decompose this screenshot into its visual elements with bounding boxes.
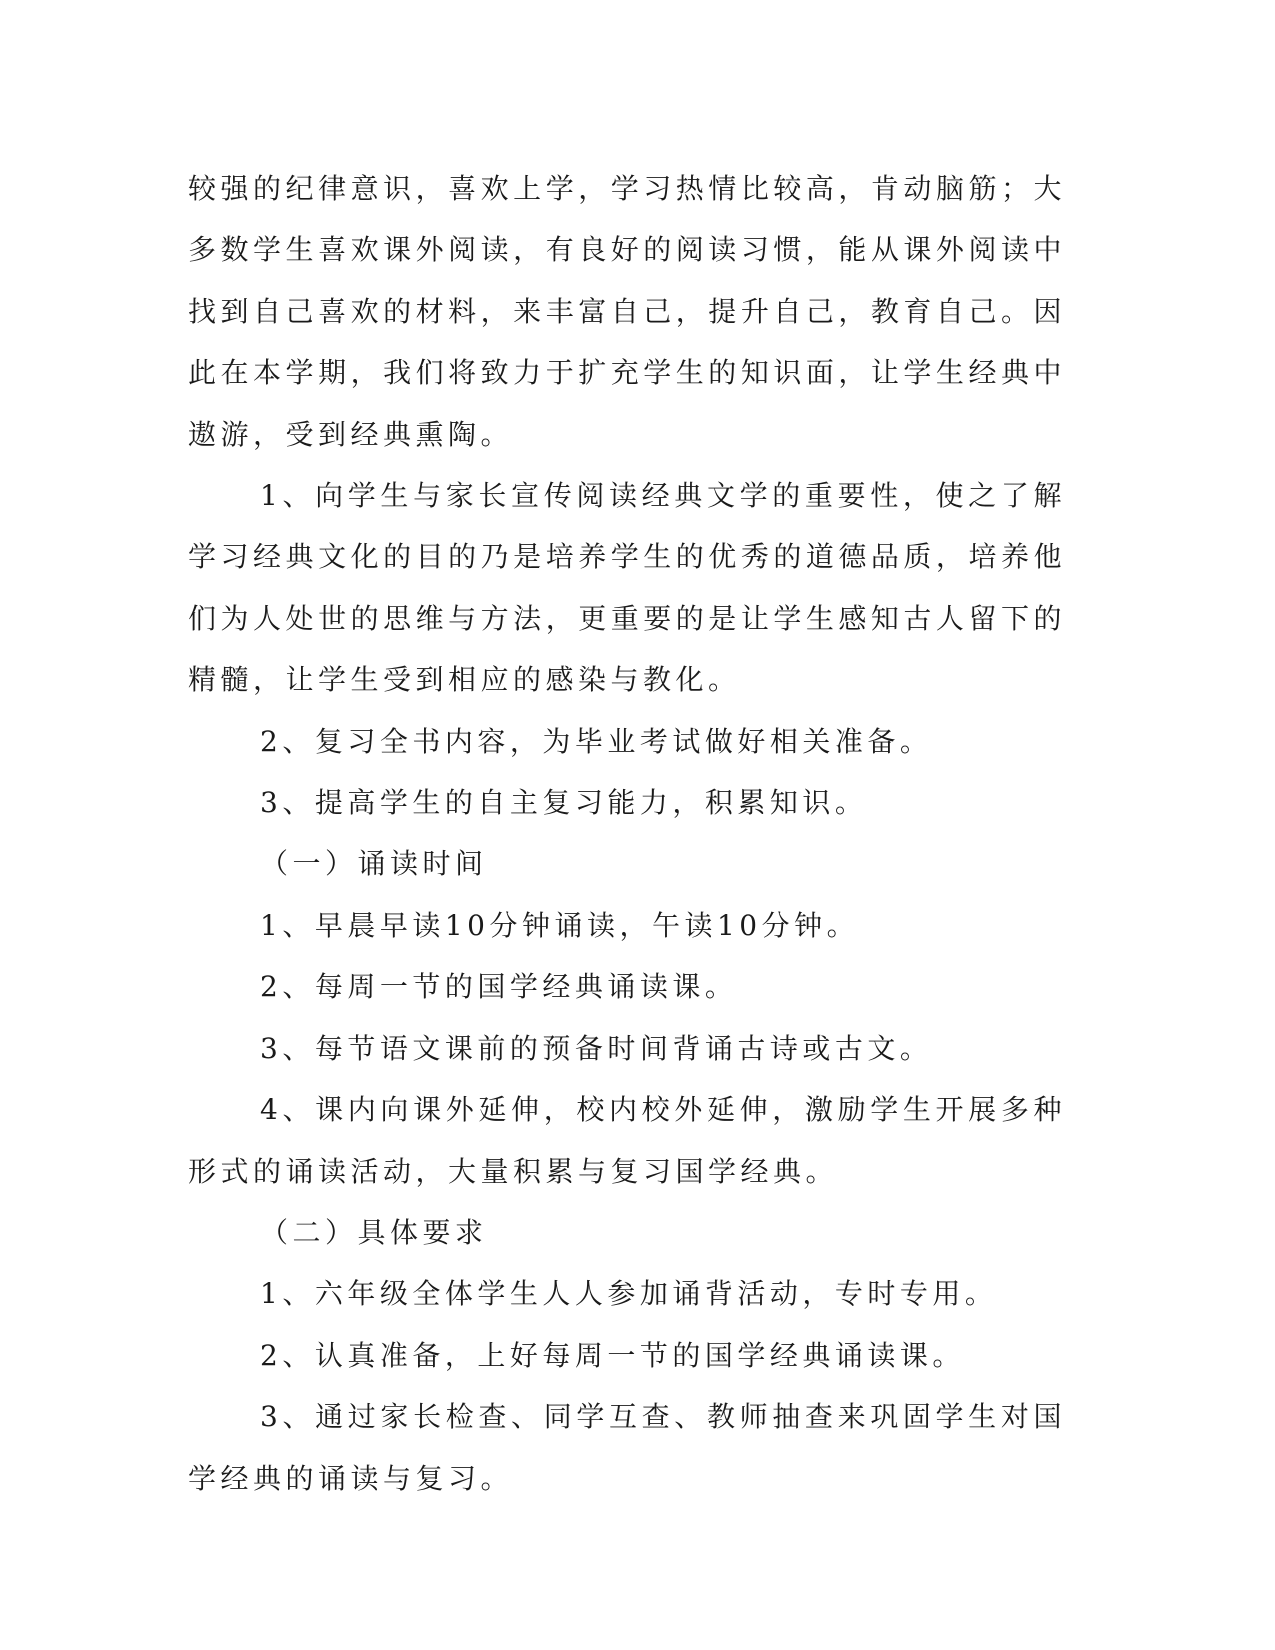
paragraph-intro: 较强的纪律意识，喜欢上学，学习热情比较高，肯动脑筋；大多数学生喜欢课外阅读，有良好的阅读习惯，能从课外阅读中找到自己喜欢的材料，来丰富自己，提升自己，教育自己。因此在本学期，我们将致力于扩充学生的知识面，让学生经典中遨游，受到经典熏陶。 — [188, 172, 1066, 451]
document-body — [188, 158, 1066, 1509]
paragraph-time-1: 1、早晨早读10分钟诵读，午读10分钟。 — [260, 908, 860, 942]
paragraph-time-4: 4、课内向课外延伸，校内校外延伸，激励学生开展多种形式的诵读活动，大量积累与复习国学经典。 — [188, 1093, 1066, 1188]
paragraph-req-2: 2、认真准备，上好每周一节的国学经典诵读课。 — [260, 1338, 965, 1372]
paragraph-req-1: 1、六年级全体学生人人参加诵背活动，专时专用。 — [260, 1277, 998, 1311]
section-heading-reading-time: （一）诵读时间 — [260, 847, 488, 881]
section-heading-requirements: （二）具体要求 — [260, 1215, 488, 1249]
paragraph-goal-2: 2、复习全书内容，为毕业考试做好相关准备。 — [260, 724, 933, 758]
paragraph-goal-3: 3、提高学生的自主复习能力，积累知识。 — [260, 786, 868, 820]
paragraph-goal-1: 1、向学生与家长宣传阅读经典文学的重要性，使之了解学习经典文化的目的乃是培养学生的优秀的道德品质，培养他们为人处世的思维与方法，更重要的是让学生感知古人留下的精髓，让学生受到相应的感染与教化。 — [188, 479, 1066, 697]
paragraph-time-3: 3、每节语文课前的预备时间背诵古诗或古文。 — [260, 1031, 933, 1065]
paragraph-time-2: 2、每周一节的国学经典诵读课。 — [260, 970, 738, 1004]
paragraph-req-3: 3、通过家长检查、同学互查、教师抽查来巩固学生对国学经典的诵读与复习。 — [188, 1400, 1066, 1495]
